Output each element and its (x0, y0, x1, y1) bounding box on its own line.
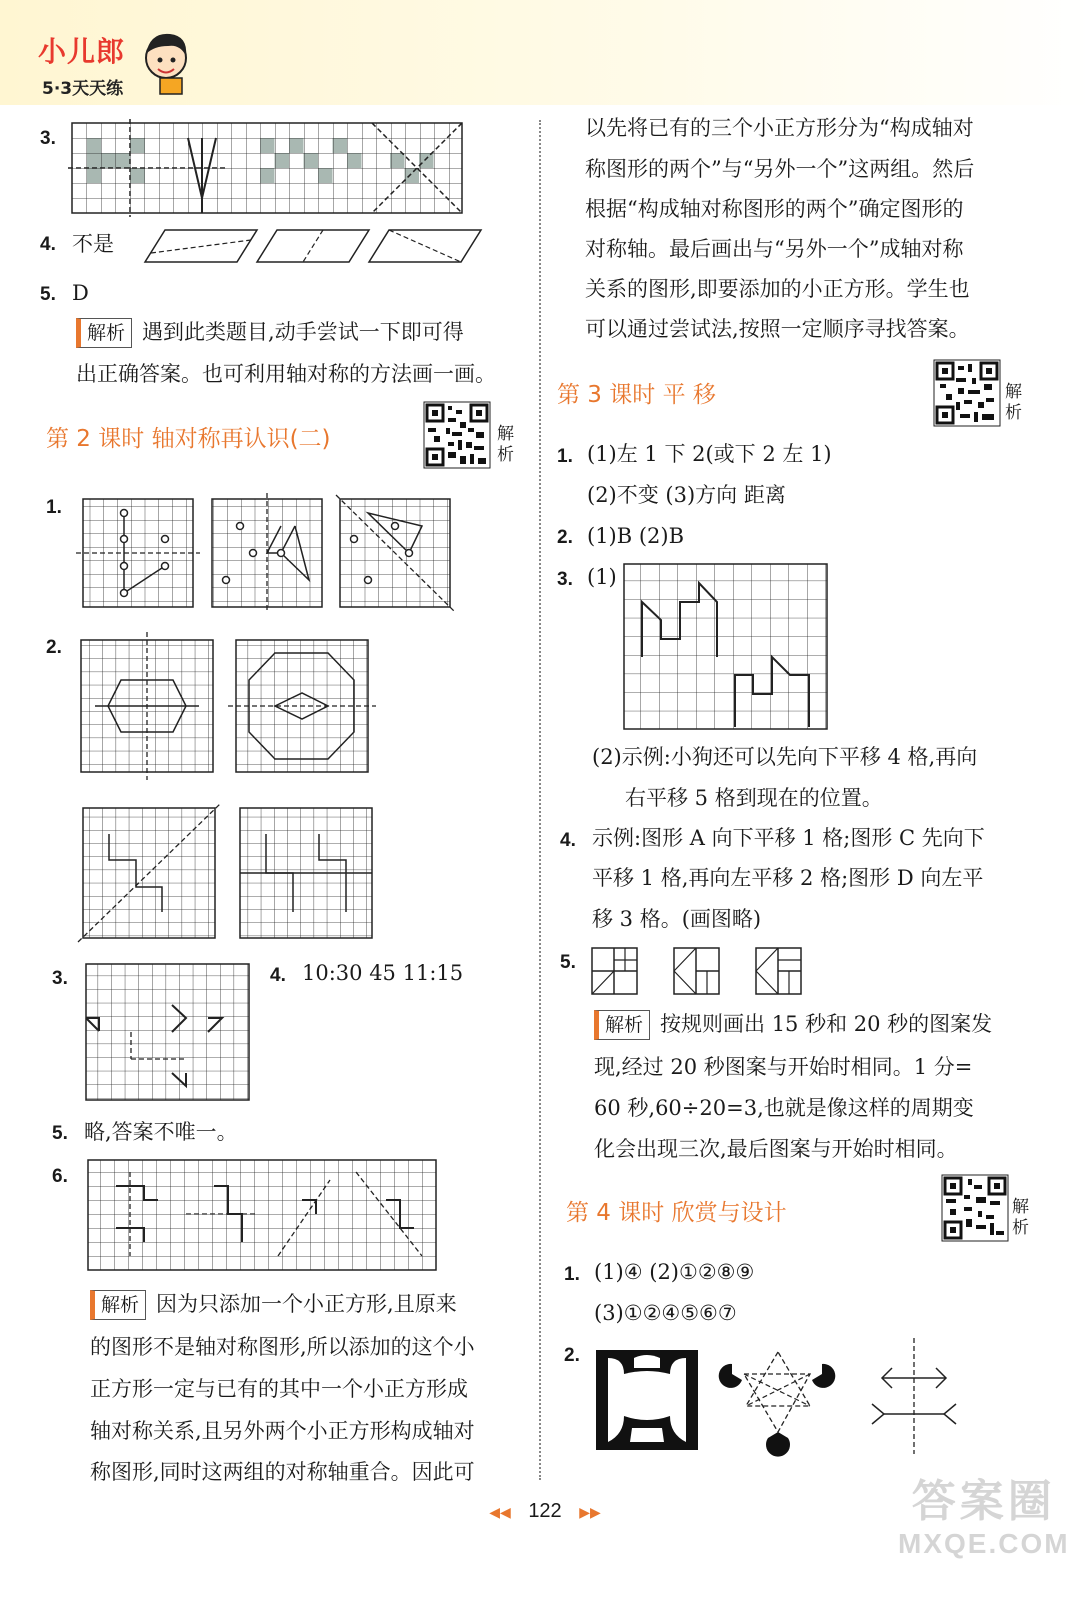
qr-code-icon[interactable] (424, 402, 496, 468)
analysis-3-line2: 现,经过 20 秒图案与开始时相同。1 分= (594, 1055, 973, 1079)
cont-line1: 以先将已有的三个小正方形分为“构成轴对 (585, 116, 974, 140)
l2-q4-number: 4. (270, 965, 286, 986)
l3-q5-number: 5. (560, 952, 576, 973)
brand-logo (38, 30, 143, 70)
analysis-tag: 解析 (76, 318, 132, 348)
l3-q4-number: 4. (560, 830, 576, 851)
lesson-3-qr-label: 解析 (1005, 382, 1022, 423)
analysis-3 (594, 1004, 992, 1045)
l3-q3-line1: (2)示例:小狗还可以先向下平移 4 格,再向 (592, 745, 978, 769)
analysis-tag-2: 解析 (90, 1290, 146, 1320)
l3-q5-patterns (590, 946, 806, 996)
analysis-2-line5: 称图形,同时这两组的对称轴重合。因此可 (90, 1460, 475, 1484)
l4-q1-line1: (1)④ (2)①②⑧⑨ (594, 1260, 755, 1284)
l2-q2-figures (76, 632, 386, 944)
cont-line6: 可以通过尝试法,按照一定顺序寻找答案。 (585, 317, 970, 341)
l3-q4-line1: 示例:图形 A 向下平移 1 格;图形 C 先向下 (592, 826, 985, 850)
prev-arrow-icon: ◀◀ (489, 1504, 511, 1520)
analysis-tag-3: 解析 (594, 1010, 650, 1040)
analysis-3-line3: 60 秒,60÷20=3,也就是像这样的周期变 (594, 1096, 974, 1120)
qr-code-icon-3[interactable] (934, 360, 1000, 426)
q4-answer: 不是 (72, 232, 114, 256)
l2-q3-number: 3. (52, 968, 68, 989)
q5-number: 5. (40, 284, 56, 305)
lesson-4-title: 第 4 课时 欣赏与设计 (566, 1200, 787, 1226)
l3-q4-line2: 平移 1 格,再向左平移 2 格;图形 D 向左平 (592, 866, 984, 890)
q5-answer: D (72, 281, 89, 305)
l2-q5-number: 5. (52, 1123, 68, 1144)
watermark-text: 答案圈 (911, 1476, 1056, 1527)
l3-q3-number: 3. (557, 569, 573, 590)
column-divider (539, 120, 541, 1480)
lesson-4-qr-label: 解析 (1012, 1197, 1029, 1238)
analysis-3-line4: 化会出现三次,最后图案与开始时相同。 (594, 1137, 958, 1161)
l3-q3-line2: 右平移 5 格到现在的位置。 (625, 786, 883, 810)
l2-q1-figures (76, 493, 456, 611)
l4-q2-number: 2. (564, 1345, 580, 1366)
brand-name: 小儿郎 (38, 35, 126, 68)
cont-line5: 关系的图形,即要添加的小正方形。学生也 (585, 277, 970, 301)
analysis-2-line1: 因为只添加一个小正方形,且原来 (156, 1292, 457, 1316)
l3-q3-sub: (1) (587, 565, 617, 589)
analysis-2 (90, 1284, 457, 1325)
qr-code-icon-4[interactable] (942, 1175, 1008, 1241)
analysis-2-line3: 正方形一定与已有的其中一个小正方形成 (90, 1377, 468, 1401)
l2-q3-figure (84, 962, 252, 1104)
l3-q1-line1: (1)左 1 下 2(或下 2 左 1) (587, 442, 832, 466)
l2-q1-number: 1. (46, 497, 62, 518)
page-number: 122 (528, 1500, 562, 1522)
lesson-2-title: 第 2 课时 轴对称再认识(二) (46, 426, 331, 452)
l3-q2-number: 2. (557, 527, 573, 548)
q4-parallelograms (145, 228, 490, 264)
l3-q4-line3: 移 3 格。(画图略) (592, 907, 762, 931)
analysis-1-line2: 出正确答案。也可利用轴对称的方法画一画。 (76, 362, 496, 386)
l3-q3-grid (622, 562, 830, 732)
lesson-3-title: 第 3 课时 平 移 (557, 382, 716, 408)
cont-line4: 对称轴。最后画出与“另外一个”成轴对称 (585, 237, 964, 261)
l2-q5-answer: 略,答案不唯一。 (84, 1120, 238, 1144)
l4-q2-figures (594, 1338, 966, 1456)
l4-q1-line2: (3)①②④⑤⑥⑦ (594, 1301, 737, 1325)
watermark-url: MXQE.COM (898, 1528, 1070, 1559)
q3-number: 3. (40, 128, 56, 149)
l3-q1-number: 1. (557, 446, 573, 467)
l2-q4-answer: 10:30 45 11:15 (302, 961, 464, 985)
series-name: 5·3天天练 (42, 79, 124, 99)
analysis-2-line4: 轴对称关系,且另外两个小正方形构成轴对 (90, 1419, 475, 1443)
cont-line2: 称图形的两个”与“另外一个”这两组。然后 (585, 157, 975, 181)
l4-q1-number: 1. (564, 1264, 580, 1285)
cont-line3: 根据“构成轴对称图形的两个”确定图形的 (585, 197, 964, 221)
q4-number: 4. (40, 234, 56, 255)
mascot-icon (140, 28, 192, 96)
lesson-2-qr-label: 解析 (497, 424, 514, 465)
l2-q2-number: 2. (46, 637, 62, 658)
analysis-3-line1: 按规则画出 15 秒和 20 秒的图案发 (660, 1012, 993, 1036)
watermark (898, 1476, 1070, 1560)
analysis-2-line2: 的图形不是轴对称图形,所以添加的这个小 (90, 1335, 475, 1359)
page-number-bar (470, 1500, 620, 1523)
analysis-1-line: 遇到此类题目,动手尝试一下即可得 (142, 320, 464, 344)
l2-q6-figure (86, 1158, 438, 1274)
l3-q1-line2: (2)不变 (3)方向 距离 (587, 483, 786, 507)
l2-q6-number: 6. (52, 1166, 68, 1187)
analysis-1 (76, 312, 464, 353)
q3-grid-figure (72, 123, 464, 215)
next-arrow-icon: ▶▶ (579, 1504, 601, 1520)
l3-q2-answer: (1)B (2)B (587, 524, 685, 548)
